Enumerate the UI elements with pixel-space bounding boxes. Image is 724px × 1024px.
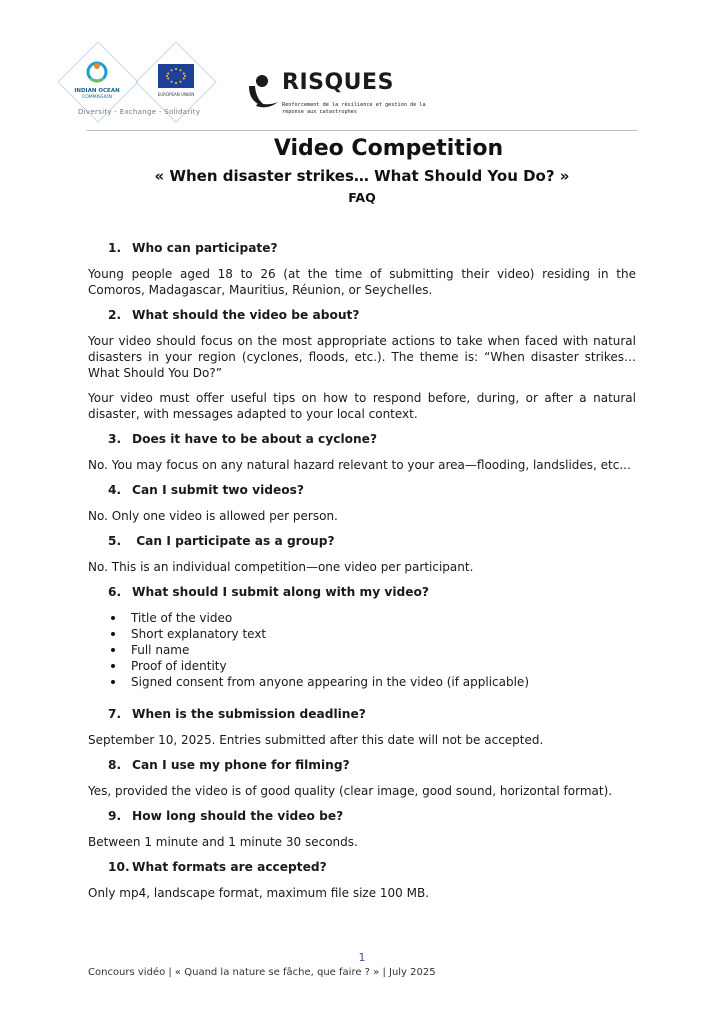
- faq-answer: September 10, 2025. Entries submitted after this date will not be accepted.: [88, 733, 544, 747]
- question-number: 3.: [108, 432, 122, 446]
- question-text: When is the submission deadline?: [132, 707, 366, 721]
- risques-logo: [246, 72, 446, 122]
- question-number: 8.: [108, 758, 122, 772]
- faq-question: [108, 757, 636, 773]
- page-subtitle: « When disaster strikes… What Should You Do? »: [154, 167, 570, 185]
- faq-question: [108, 808, 636, 824]
- faq-answer: Only mp4, landscape format, maximum file size 100 MB.: [88, 886, 430, 900]
- faq-answer: Young people aged 18 to 26 (at the time of submitting their video) residing in the Comoros, Madagascar, Mauritius, Réunion, or Seychelles.: [88, 267, 636, 297]
- submission-items-list: [88, 610, 636, 690]
- ioc-eu-logo: [50, 38, 240, 130]
- faq-answer: No. You may focus on any natural hazard relevant to your area—flooding, landslides, etc...: [88, 458, 631, 472]
- risques-emblem-icon: [246, 72, 280, 112]
- question-number: 9.: [108, 809, 122, 823]
- question-text: Can I use my phone for filming?: [132, 758, 350, 772]
- question-text: Who can participate?: [132, 241, 278, 255]
- question-number: 1.: [108, 241, 122, 255]
- risques-tagline: Renforcement de la résilience et gestion de la réponse aux catastrophes: [282, 102, 426, 115]
- ioc-name-line2: COMMISSION: [82, 95, 112, 100]
- faq-question: [108, 533, 636, 549]
- faq-question: [108, 431, 636, 447]
- list-item: Signed consent from anyone appearing in the video (if applicable): [111, 674, 636, 690]
- risques-name: RISQUES: [282, 70, 394, 95]
- list-item: Full name: [111, 642, 636, 658]
- faq-question: [108, 706, 636, 722]
- question-text: What should the video be about?: [132, 308, 360, 322]
- faq-answer: No. Only one video is allowed per person.: [88, 509, 338, 523]
- faq-answer: Yes, provided the video is of good quality (clear image, good sound, horizontal format).: [88, 784, 613, 798]
- faq-answer: No. This is an individual competition—one video per participant.: [88, 560, 474, 574]
- footer-text: Concours vidéo | « Quand la nature se fâche, que faire ? » | July 2025: [88, 967, 436, 978]
- faq-question: [108, 859, 636, 875]
- question-text: What should I submit along with my video?: [132, 585, 429, 599]
- question-text: How long should the video be?: [132, 809, 344, 823]
- question-text: What formats are accepted?: [132, 860, 327, 874]
- faq-answer: Your video must offer useful tips on how to respond before, during, or after a natural disaster, with messages adapted to your local context.: [88, 391, 636, 421]
- page-number: 1: [358, 951, 366, 964]
- page-header: [50, 38, 670, 128]
- faq-question: [108, 240, 636, 256]
- page-title: [0, 136, 724, 161]
- question-number: 5.: [108, 534, 122, 548]
- faq-question: [108, 307, 636, 323]
- faq-label: FAQ: [348, 190, 376, 205]
- list-item: Short explanatory text: [111, 626, 636, 642]
- faq-list: [88, 240, 636, 910]
- question-number: 4.: [108, 483, 122, 497]
- question-number: 6.: [108, 585, 122, 599]
- question-number: 7.: [108, 707, 122, 721]
- page-title-text: Video Competition: [273, 136, 504, 161]
- header-divider: [87, 130, 637, 131]
- ioc-name-line1: INDIAN OCEAN: [74, 88, 120, 94]
- list-item: Proof of identity: [111, 658, 636, 674]
- faq-question: [108, 482, 636, 498]
- faq-answer: Between 1 minute and 1 minute 30 seconds.: [88, 835, 358, 849]
- faq-answer: Your video should focus on the most appropriate actions to take when faced with natural disasters in your region (cyclones, floods, etc.). The theme is: “When disaster strikes… What Should You Do?”: [88, 334, 636, 380]
- eu-label: EUROPEAN UNION: [157, 92, 195, 97]
- question-text: Can I participate as a group?: [132, 534, 335, 548]
- question-text: Does it have to be about a cyclone?: [132, 432, 378, 446]
- question-number: 2.: [108, 308, 122, 322]
- ioc-motto: Diversity - Exchange - Solidarity: [78, 108, 201, 116]
- list-item: Title of the video: [111, 610, 636, 626]
- faq-question: [108, 584, 636, 600]
- question-number: 10.: [108, 860, 130, 874]
- question-text: Can I submit two videos?: [132, 483, 304, 497]
